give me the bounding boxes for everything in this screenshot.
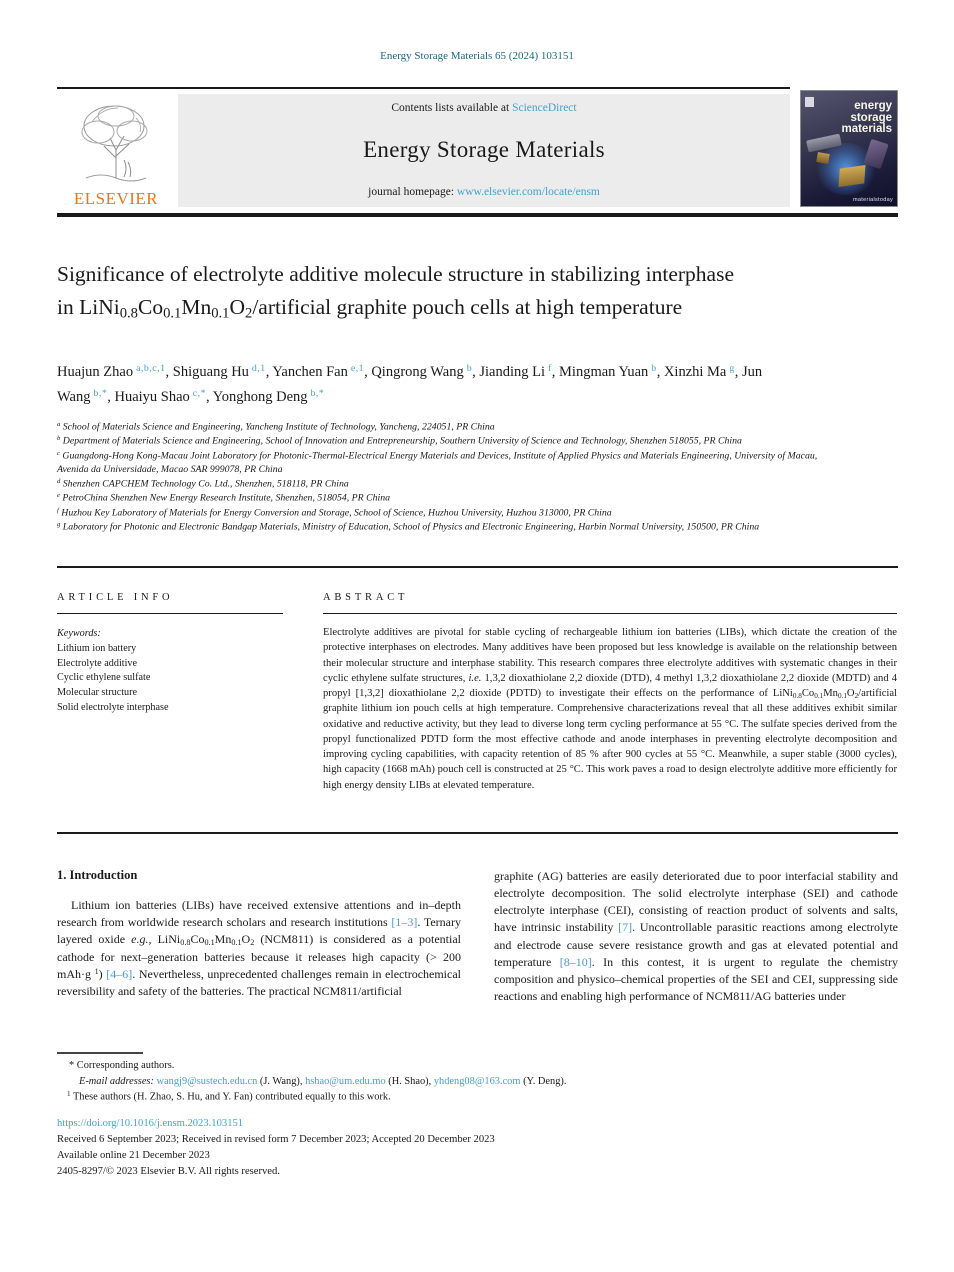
abstract-heading: ABSTRACT [323, 592, 409, 603]
footnote-rule [57, 1052, 143, 1054]
affiliation-item: $^c$ Guangdong-Hong Kong-Macau Joint Laboratory for Photonic-Thermal-Electrical Energy Materials and Devices, Institute of Applied Physics and Materials Engineering, University of Macau, Avenida da Universidade, Macao SAR 999078, PR China [57, 449, 818, 475]
journal-title: Energy Storage Materials [363, 137, 605, 162]
affiliation-item: $^e$ PetroChina Shenzhen New Energy Research Institute, Shenzhen, 518054, PR China [57, 492, 391, 504]
page-citation: Energy Storage Materials 65 (2024) 103151 [380, 50, 574, 62]
cover-title-line1: energy [854, 100, 892, 112]
article-info-rule [57, 613, 283, 614]
elsevier-logo[interactable] [57, 94, 175, 207]
sciencedirect-link[interactable]: ScienceDirect [512, 102, 577, 114]
keyword-item: Solid electrolyte interphase [57, 701, 169, 713]
banner-top-rule [57, 87, 790, 89]
keyword-item: Molecular structure [57, 687, 138, 699]
intro-left-column: Lithium ion batteries (LIBs) have received extensive attentions and in–depth research from worldwide research scholars and research institutions [1–3]. Ternary layered oxide e.g., $LiNi_{0.8}Co_{0.1}Mn_{0.1}O_2$ (NCM811) is considered as a potential cathode for next–generation batteries because it releases high capacity (> 200 mAh·g $^1$) [4–6]. Nevertheless, unprecedented challenges remain in electrochemical reversibility and safety of the batteries. The practical NCM811/artificial [57, 898, 462, 999]
journal-banner [178, 94, 790, 207]
equal-contribution-note: $^1$ These authors (H. Zhao, S. Hu, and Y. Fan) contributed equally to this work. [67, 1090, 391, 1103]
journal-cover-thumbnail[interactable] [800, 90, 898, 207]
cover-gold-chip-image [816, 152, 830, 164]
keyword-item: Lithium ion battery [57, 642, 137, 654]
issn-copyright: 2405-8297/© 2023 Elsevier B.V. All rights reserved. [57, 1166, 280, 1177]
author-list: Huajun Zhao $^{a,b,c,1}$, Shiguang Hu $^{d,1}$, Yanchen Fan $^{e,1}$, Qingrong Wang $^b$, Jianding Li $^f$, Mingman Yuan $^b$, Xinzhi Ma $^g$, Jun Wang $^{b,*}$, Huaiyu Shao $^{c,*}$, Yonghong Deng $^{b,*}$ [57, 363, 763, 405]
cover-title-line2: storage [850, 111, 892, 124]
affiliation-item: $^a$ School of Materials Science and Engineering, Yancheng Institute of Technology, Yancheng, 224051, PR China [57, 421, 495, 433]
homepage-line [368, 186, 600, 198]
affiliation-item: $^d$ Shenzhen CAPCHEM Technology Co. Ltd., Shenzhen, 518118, PR China [57, 477, 349, 490]
abstract-bottom-rule [57, 832, 898, 834]
abstract-text: Electrolyte additives are pivotal for stable cycling of rechargeable lithium ion batteries (LIBs), which dictate the creation of the protective interphases on electrodes. Many additives have been proposed but less knowledge is available on the relationship between their molecular structure and interphase stability. This research compares three electrolyte additives with systematic changes in their cyclic ethylene sulfate structures, i.e. 1,3,2 dioxathiolane 2,2 dioxide (DTD), 4 methyl 1,3,2 dioxathiolane 2,2 dioxide (MDTD) and 4 propyl [1,3,2] dioxathiolane 2,2 dioxide (PDTD) to investigate their effects on the performance of $LiNi_{0.8}Co_{0.1}Mn_{0.1}O_2$/artificial graphite lithium ion pouch cells at high temperature. Comprehensive characterizations reveal that all these additives exhibit similar oxidative and reductive activity, but they lead to diverse long term cycling performance at 55 °C. The sulfate species derived from the propyl functionalized PDTD form the most effective cathode and anode interphases in preventing electrolyte decomposition and improving cycling capabilities, with capacity retention of 85 % after 900 cycles at 55 °C. Meanwhile, a super stable (3000 cycles), high capacity (1668 mAh) pouch cell is constructed at 25 °C. This work paves a road to design electrolyte additive more efficiently for high energy density LIBs at elevated temperature. [323, 627, 897, 791]
available-online-date: Available online 21 December 2023 [57, 1150, 210, 1161]
cover-emblem-icon [805, 95, 814, 107]
affiliation-item: $^f$ Huzhou Key Laboratory of Materials for Energy Conversion and Storage, School of Science, Huzhou University, Huzhou 313000, PR China [57, 506, 612, 518]
affiliation-item: $^g$ Laboratory for Photonic and Electronic Bandgap Materials, Ministry of Education, School of Physics and Electronic Engineering, Harbin Normal University, 150500, PR China [57, 520, 760, 533]
cover-gold-cell-image [838, 165, 865, 187]
doi-link[interactable]: https://doi.org/10.1016/j.ensm.2023.103151 [57, 1118, 244, 1129]
abstract-rule [323, 613, 897, 614]
received-dates: Received 6 September 2023; Received in revised form 7 December 2023; Accepted 20 December 2023 [57, 1134, 495, 1145]
elsevier-tree-icon [66, 98, 166, 184]
homepage-prefix: journal homepage: [368, 186, 457, 198]
cover-title [841, 101, 892, 136]
article-info-heading: ARTICLE INFO [57, 592, 174, 603]
info-abstract-top-rule [57, 566, 898, 568]
keyword-item: Electrolyte additive [57, 657, 138, 669]
cover-title-line3: materials [841, 123, 892, 136]
corresponding-authors-note: * Corresponding authors. [69, 1060, 175, 1071]
email-addresses-note: E-mail addresses: wangj9@sustech.edu.cn (J. Wang), hshao@um.edu.mo (H. Shao), yhdeng08@163.com (Y. Deng). [79, 1075, 567, 1087]
keywords-block [57, 627, 297, 716]
keyword-item: Cyclic ethylene sulfate [57, 672, 151, 684]
keywords-label: Keywords: [57, 628, 101, 639]
footnotes-block [57, 1058, 857, 1105]
paper-title: Significance of electrolyte additive molecule structure in stabilizing interphase in $LiNi_{0.8}Co_{0.1}Mn_{0.1}O_2$/artificial graphite pouch cells at high temperature [57, 262, 735, 322]
contents-line [391, 102, 576, 114]
cover-phone-image [863, 139, 888, 169]
banner-bottom-rule [57, 213, 898, 217]
affiliation-item: $^b$ Department of Materials Science and Engineering, School of Innovation and Entrepreneurship, Southern University of Science and Technology, Shenzhen 518055, PR China [57, 435, 742, 447]
intro-right-column: graphite (AG) batteries are easily deteriorated due to poor interfacial stability and electrolyte decomposition. The solid electrolyte interphase (SEI) and cathode electrolyte interphase (CEI), consisting of reaction product of solvents and salts, have intrinsic instability [7]. Uncontrollable parasitic reactions among electrolyte and electrode cause severe resistance growth and gas at elevated potential and temperature [8–10]. In this contest, it is urgent to regulate the chemistry composition and physico–chemical properties of the SEI and CEI, suppressing side reactions and enabling high performance of NCM811/AG batteries under [494, 869, 899, 1004]
elsevier-wordmark: ELSEVIER [73, 189, 159, 208]
contents-prefix: Contents lists available at [391, 102, 513, 114]
cover-brand: materialstoday [853, 197, 893, 203]
section-heading-introduction: 1. Introduction [57, 868, 138, 882]
affiliation-list [57, 420, 849, 534]
homepage-url-link[interactable]: www.elsevier.com/locate/ensm [456, 186, 600, 198]
